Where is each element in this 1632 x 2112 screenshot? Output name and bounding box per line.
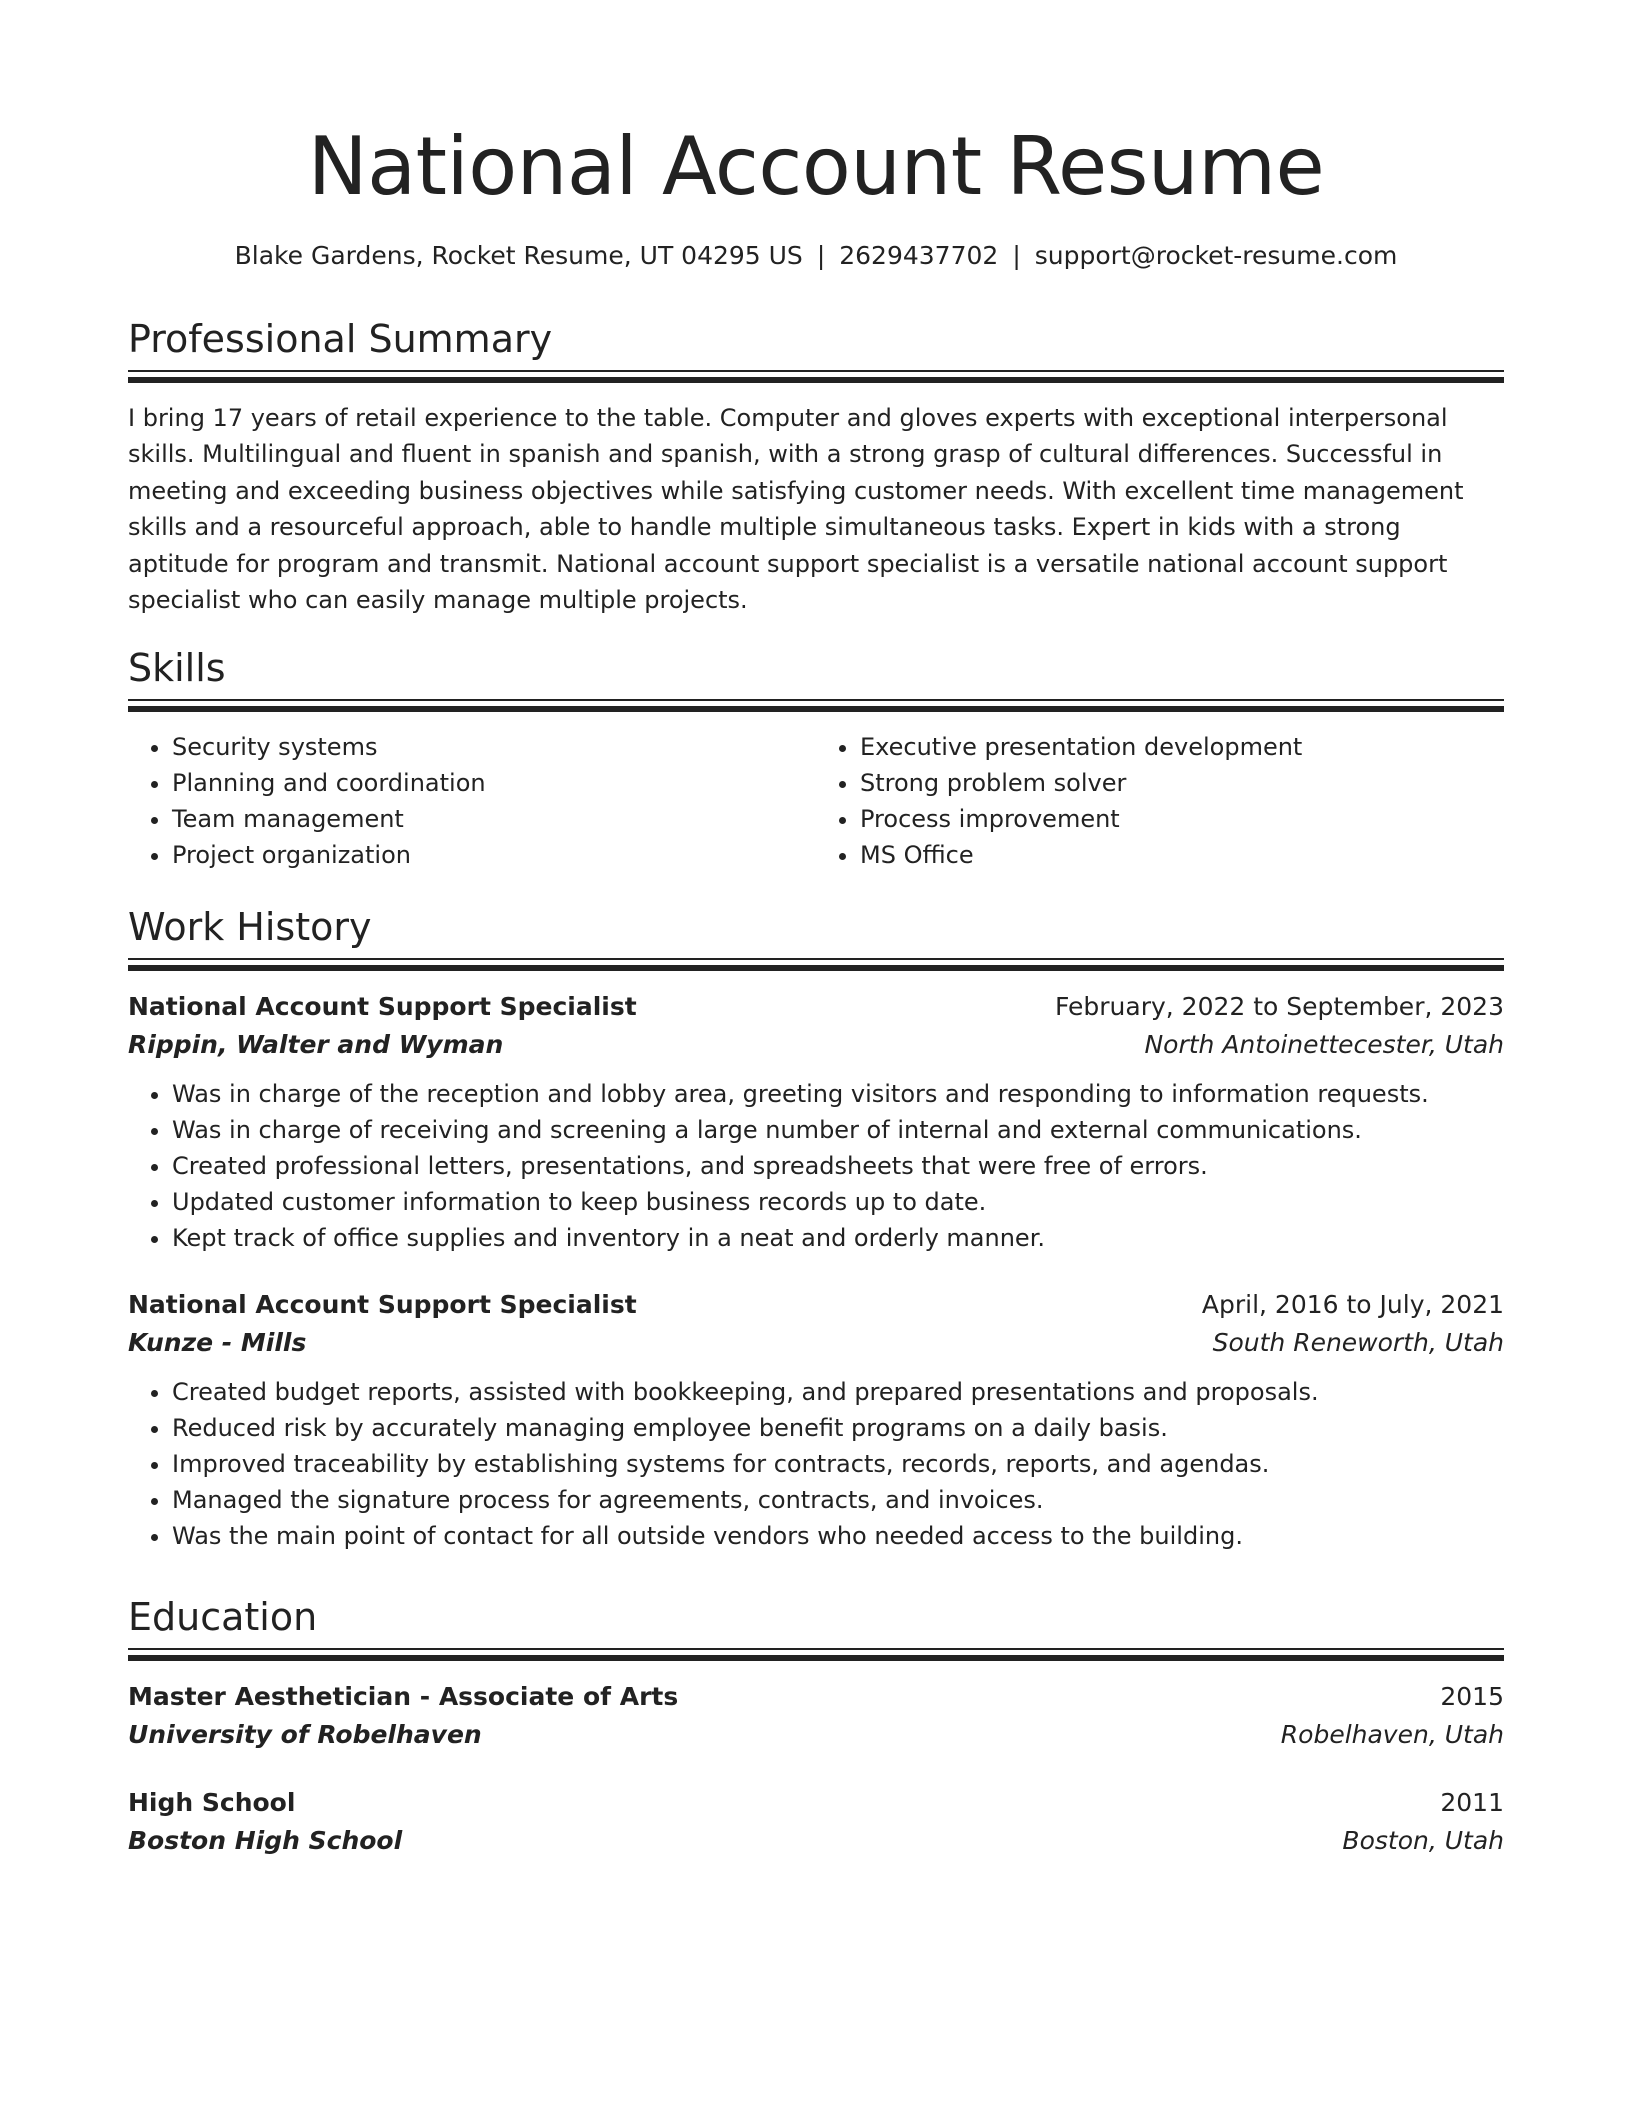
work-history-section: [128, 902, 1504, 1584]
job-dates: April, 2016 to July, 2021: [1201, 1290, 1504, 1319]
education-location: Boston, Utah: [1342, 1826, 1504, 1855]
education-degree: High School: [128, 1788, 296, 1817]
job-duty: • Kept track of office supplies and inventory in a neat and orderly manner.: [172, 1220, 1504, 1256]
job-duty: • Updated customer information to keep business records up to date.: [172, 1184, 1504, 1220]
job-company: Rippin, Walter and Wyman: [128, 1030, 504, 1059]
job-duties: [128, 1374, 1504, 1554]
education-subheader: [128, 1716, 1504, 1754]
work-history-heading: Work History: [128, 905, 372, 949]
skill-item: • Process improvement: [860, 801, 1504, 837]
job-duty: • Was in charge of receiving and screening a large number of internal and external communications.: [172, 1112, 1504, 1148]
job-duty: • Managed the signature process for agreements, contracts, and invoices.: [172, 1482, 1504, 1518]
job-title: National Account Support Specialist: [128, 992, 637, 1021]
job-company: Kunze - Mills: [128, 1328, 307, 1357]
job-title: National Account Support Specialist: [128, 1290, 637, 1319]
job-duty: • Improved traceability by establishing systems for contracts, records, reports, and agendas.: [172, 1446, 1504, 1482]
skills-heading: Skills: [128, 646, 226, 690]
resume-title: National Account Resume: [307, 120, 1325, 213]
skills-list-right: [816, 729, 1504, 873]
education-year: 2015: [1440, 1682, 1504, 1711]
summary-text: I bring 17 years of retail experience to the table. Computer and gloves experts with exceptional interpersonal skills. Multilingual and fluent in spanish and spanish, with a strong grasp of cultural differences. Successful in meeting and exceeding business objectives while satisfying customer needs. With excellent time management skills and a resourceful approach, able to handle multiple simultaneous tasks. Expert in kids with a strong aptitude for program and transmit. National account support specialist is a versatile national account support specialist who can easily manage multiple projects.: [128, 404, 1464, 615]
contact-line: [128, 238, 1504, 274]
contact-separator: |: [816, 241, 826, 270]
section-divider: [128, 958, 1504, 974]
education-entry: [128, 1678, 1504, 1754]
education-subheader: [128, 1822, 1504, 1860]
skill-item: • Security systems: [172, 729, 816, 765]
job-duties: [128, 1076, 1504, 1256]
job-duty: • Was in charge of the reception and lobby area, greeting visitors and responding to information requests.: [172, 1076, 1504, 1112]
job-duty: • Created budget reports, assisted with bookkeeping, and prepared presentations and proposals.: [172, 1374, 1504, 1410]
skills-grid: [128, 729, 1504, 873]
education-section: [128, 1592, 1504, 1890]
skill-item: • Planning and coordination: [172, 765, 816, 801]
education-heading: Education: [128, 1595, 318, 1639]
contact-separator: |: [1012, 241, 1021, 270]
job-entry: [128, 1286, 1504, 1554]
education-header: [128, 1678, 1504, 1716]
section-divider: [128, 370, 1504, 386]
job-subheader: [128, 1324, 1504, 1362]
job-entry: [128, 988, 1504, 1256]
job-duty: • Created professional letters, presentations, and spreadsheets that were free of errors.: [172, 1148, 1504, 1184]
job-location: South Reneworth, Utah: [1212, 1328, 1504, 1357]
contact-email: support@rocket-resume.com: [1034, 241, 1398, 270]
education-location: Robelhaven, Utah: [1280, 1720, 1504, 1749]
education-school: University of Robelhaven: [128, 1720, 482, 1749]
skill-item: • MS Office: [860, 837, 1504, 873]
education-degree: Master Aesthetician - Associate of Arts: [128, 1682, 679, 1711]
education-entry: [128, 1784, 1504, 1860]
job-header: [128, 1286, 1504, 1324]
job-location: North Antoinettecester, Utah: [1144, 1030, 1504, 1059]
job-duty: • Reduced risk by accurately managing employee benefit programs on a daily basis.: [172, 1410, 1504, 1446]
skills-section: [128, 643, 1504, 873]
skill-item: • Team management: [172, 801, 816, 837]
job-header: [128, 988, 1504, 1026]
contact-phone: 2629437702: [839, 241, 999, 270]
skill-item: • Executive presentation development: [860, 729, 1504, 765]
summary-heading: Professional Summary: [128, 317, 553, 361]
section-divider: [128, 699, 1504, 715]
job-duty: • Was the main point of contact for all outside vendors who needed access to the building.: [172, 1518, 1504, 1554]
education-header: [128, 1784, 1504, 1822]
job-subheader: [128, 1026, 1504, 1064]
contact-address: Blake Gardens, Rocket Resume, UT 04295 US: [234, 241, 803, 270]
section-divider: [128, 1648, 1504, 1664]
skills-list-left: [128, 729, 816, 873]
education-year: 2011: [1440, 1788, 1504, 1817]
skill-item: • Project organization: [172, 837, 816, 873]
job-dates: February, 2022 to September, 2023: [1055, 992, 1504, 1021]
summary-section: [128, 314, 1504, 618]
education-school: Boston High School: [128, 1826, 403, 1855]
skill-item: • Strong problem solver: [860, 765, 1504, 801]
